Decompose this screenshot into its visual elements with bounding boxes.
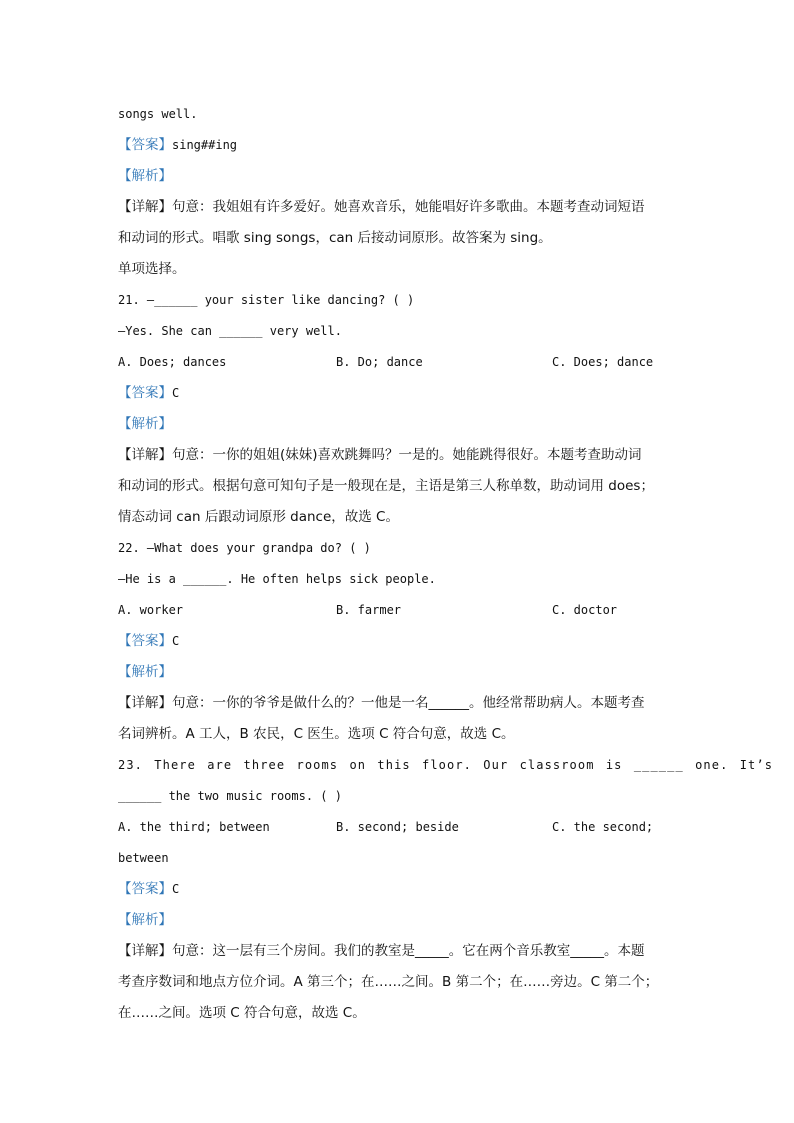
analysis-label: 【解析】 [118, 664, 172, 680]
analysis-label: 【解析】 [118, 912, 172, 928]
q23-line-1: 23. There are three rooms on this floor. Our classroom is ______ one. It’s [118, 758, 774, 772]
prev-detail-line-2: 和动词的形式。唱歌 sing songs，can 后接动词原形。故答案为 sing。 [118, 230, 552, 246]
answer-value: C [172, 634, 180, 648]
q23-detail-line-1 [118, 941, 678, 972]
document-page [118, 104, 774, 1034]
answer-value: C [172, 386, 180, 400]
q22-detail-line-1 [118, 693, 678, 724]
q21-analysis-row [118, 414, 678, 445]
q21-options [118, 352, 678, 383]
q22-line-1: 22. —What does your grandpa do? ( ) [118, 541, 371, 555]
q22-analysis-row [118, 662, 678, 693]
detail-text: 句意：这一层有三个房间。我们的教室是_____。它在两个音乐教室_____。本题 [172, 943, 645, 959]
detail-text: 句意：一你的爷爷是做什么的？一他是一名______。他经常帮助病人。本题考查 [172, 695, 645, 711]
q23-option-c: C. the second; [552, 820, 654, 834]
q21-option-b: B. Do; dance [336, 355, 423, 369]
answer-value: C [172, 882, 180, 896]
q21-answer-row [118, 383, 678, 414]
q21-line-1: 21. —______ your sister like dancing? ( ) [118, 293, 415, 307]
section-title: 单项选择。 [118, 261, 186, 277]
answer-label: 【答案】 [118, 633, 172, 649]
q23-options [118, 817, 678, 848]
q22-options [118, 600, 678, 631]
q23-detail-line-3: 在……之间。选项 C 符合句意，故选 C。 [118, 1005, 366, 1021]
q21-line-2: —Yes. She can ______ very well. [118, 324, 342, 338]
q23-answer-row [118, 879, 678, 910]
q21-detail-line-3: 情态动词 can 后跟动词原形 dance，故选 C。 [118, 509, 399, 525]
answer-label: 【答案】 [118, 385, 172, 401]
detail-label: 【详解】 [118, 943, 172, 959]
q23-detail-line-2: 考查序数词和地点方位介词。A 第三个；在……之间。B 第二个；在……旁边。C 第二个； [118, 974, 659, 990]
q23-option-a: A. the third; between [118, 820, 270, 834]
detail-text: 句意：一你的姐姐(妹妹)喜欢跳舞吗？一是的。她能跳得很好。本题考查助动词 [172, 447, 642, 463]
prev-analysis-row [118, 166, 678, 197]
answer-label: 【答案】 [118, 881, 172, 897]
q22-detail-line-2: 名词辨析。A 工人，B 农民，C 医生。选项 C 符合句意，故选 C。 [118, 726, 515, 742]
q22-line-2: —He is a ______. He often helps sick people. [118, 572, 436, 586]
q22-option-c: C. doctor [552, 603, 618, 617]
q22-option-b: B. farmer [336, 603, 402, 617]
analysis-label: 【解析】 [118, 416, 172, 432]
q23-option-c-wrap: between [118, 851, 169, 865]
prev-question-tail: songs well. [118, 107, 198, 121]
q21-option-c: C. Does; dance [552, 355, 654, 369]
q23-option-b: B. second; beside [336, 820, 459, 834]
detail-label: 【详解】 [118, 199, 172, 215]
q23-analysis-row [118, 910, 678, 941]
prev-answer-row [118, 135, 678, 166]
detail-text: 句意：我姐姐有许多爱好。她喜欢音乐，她能唱好许多歌曲。本题考查动词短语 [172, 199, 645, 215]
detail-label: 【详解】 [118, 695, 172, 711]
detail-label: 【详解】 [118, 447, 172, 463]
q21-detail-line-1 [118, 445, 678, 476]
prev-detail-line-1 [118, 197, 678, 228]
q21-detail-line-2: 和动词的形式。根据句意可知句子是一般现在是，主语是第三人称单数，助动词用 does； [118, 478, 654, 494]
q22-answer-row [118, 631, 678, 662]
analysis-label: 【解析】 [118, 168, 172, 184]
q23-line-2: ______ the two music rooms. ( ) [118, 789, 342, 803]
answer-value: sing##ing [172, 138, 238, 152]
answer-label: 【答案】 [118, 137, 172, 153]
q21-option-a: A. Does; dances [118, 355, 227, 369]
q22-option-a: A. worker [118, 603, 184, 617]
